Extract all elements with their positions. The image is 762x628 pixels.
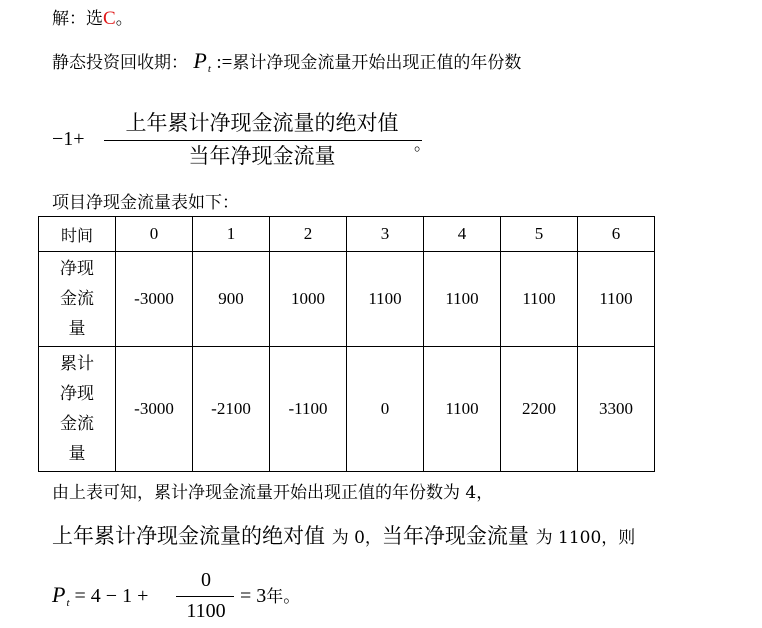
formula2-symbol: P: [52, 582, 66, 607]
header-cell: 2: [270, 217, 347, 252]
definition-symbol: P: [193, 48, 207, 73]
definition-text: 累计净现金流量开始出现正值的年份数: [232, 53, 522, 73]
formula2-denominator: 1100: [186, 600, 226, 622]
row-label: 累计 净现 金流 量: [39, 347, 116, 472]
formula2-left: [52, 582, 148, 609]
table-cell: 1100: [578, 252, 655, 347]
row-label: 净现 金流 量: [39, 252, 116, 347]
header-cell: 1: [193, 217, 270, 252]
table-cell: 1000: [270, 252, 347, 347]
formula2-unit: 年。: [266, 587, 301, 607]
definition-subscript: t: [207, 63, 211, 75]
header-cell: 4: [424, 217, 501, 252]
table-cell: -3000: [116, 347, 193, 472]
definition-line: [52, 48, 521, 75]
table-cell: 0: [347, 347, 424, 472]
table-cell: 1100: [347, 252, 424, 347]
cashflow-table: [38, 216, 655, 472]
formula1-denominator: 当年净现金流量: [188, 144, 336, 168]
explanation-line: [52, 520, 635, 550]
formula2-numerator: 0: [201, 569, 211, 591]
table-row: [39, 252, 655, 347]
explanation-part4: 为 1100，则: [535, 528, 636, 548]
formula2-right: [240, 582, 300, 608]
formula1-suffix: 。: [414, 135, 431, 155]
table-cell: -2100: [193, 347, 270, 472]
answer-prefix: 解：选: [52, 9, 103, 29]
formula1-numerator: 上年累计净现金流量的绝对值: [125, 111, 399, 135]
table-cell: 1100: [424, 347, 501, 472]
table-header-row: [39, 217, 655, 252]
header-cell: 3: [347, 217, 424, 252]
table-cell: 3300: [578, 347, 655, 472]
table-intro: 项目净现金流量表如下：: [52, 193, 239, 213]
table-cell: 1100: [424, 252, 501, 347]
table-cell: 1100: [501, 252, 578, 347]
formula1-prefix: −1+: [52, 128, 85, 150]
header-cell: 5: [501, 217, 578, 252]
definition-assign: :=: [216, 52, 233, 73]
answer-line: [52, 4, 133, 30]
explanation-part2: 为 0，: [331, 528, 382, 548]
formula-result: [52, 566, 352, 628]
answer-suffix: 。: [115, 9, 133, 29]
formula2-right-expr: = 3: [240, 585, 267, 607]
formula2-subscript: t: [66, 597, 70, 609]
formula2-left-expr: = 4 − 1 +: [74, 585, 149, 607]
table-row: [39, 347, 655, 472]
explanation-part3: 当年净现金流量: [381, 524, 529, 548]
formula-definition: [52, 108, 472, 174]
table-cell: 2200: [501, 347, 578, 472]
header-cell: 0: [116, 217, 193, 252]
header-cell: 时间: [39, 217, 116, 252]
table-cell: -1100: [270, 347, 347, 472]
answer-choice: C: [103, 8, 116, 29]
table-cell: -3000: [116, 252, 193, 347]
definition-label: 静态投资回收期：: [52, 53, 188, 73]
header-cell: 6: [578, 217, 655, 252]
table-cell: 900: [193, 252, 270, 347]
conclusion-text: 由上表可知，累计净现金流量开始出现正值的年份数为 4，: [52, 483, 494, 503]
explanation-part1: 上年累计净现金流量的绝对值: [52, 524, 325, 548]
formula2-fraction: [176, 566, 236, 625]
